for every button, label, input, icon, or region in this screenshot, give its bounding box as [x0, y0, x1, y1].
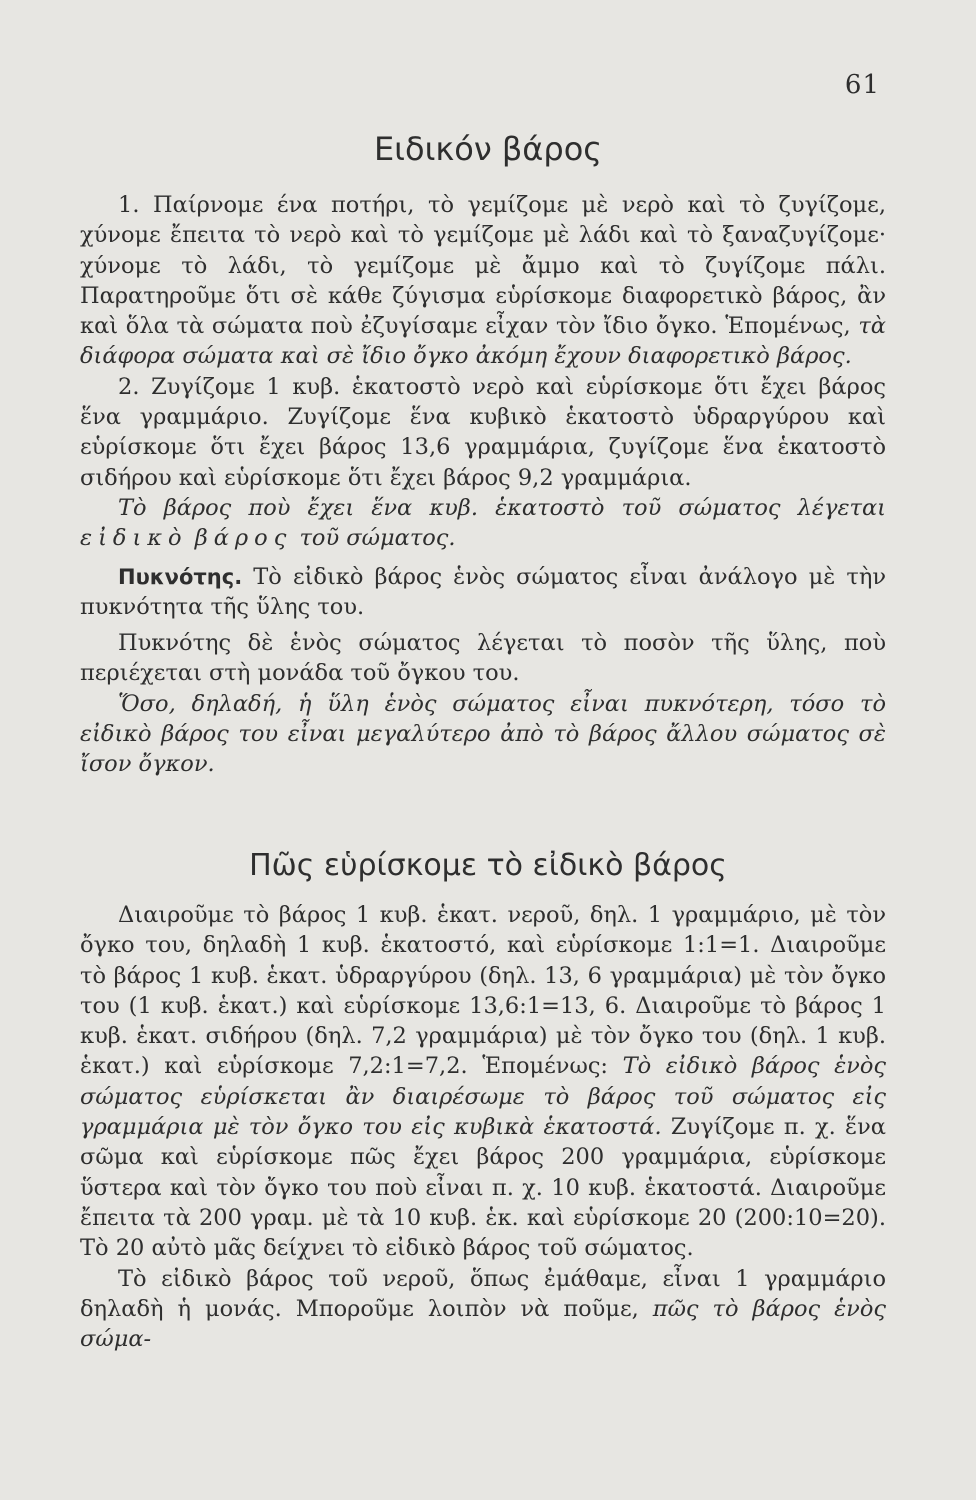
section-1-body	[80, 190, 886, 780]
method-rule: Τὸ εἰδικὸ βάρος ἑνὸς σώματος εὑρίσκεται ἂν διαιρέσωμε τὸ βάρος τοῦ σώματος εἰς γραμμάρια μὲ τὸν ὄγκο του εἰς κυβικὰ ἑκατοστά.	[80, 1053, 886, 1141]
water-text: Τὸ εἰδικὸ βάρος τοῦ νεροῦ, ὅπως ἐμάθαμε, εἶναι 1 γραμμάριο δηλαδὴ ἡ μονάς. Μποροῦμε λοιπὸν νὰ ποῦμε,	[80, 1265, 886, 1322]
paragraph-method	[80, 900, 886, 1264]
method-example: Ζυγίζομε π. χ. ἕνα σῶμα καὶ εὑρίσκομε πῶς ἔχει βάρος 200 γραμμάρια, εὑρίσκομε ὕστερα καὶ τὸν ὄγκο του ποὺ εἶναι π. χ. 10 κυβ. ἑκατοστά. Διαιροῦμε ἔπειτα τὰ 200 γραμ. μὲ τὰ 10 κυβ. ἑκ. καὶ εὑρίσκομε 20 (200:10=20). Τὸ 20 αὐτὸ μᾶς δείχνει τὸ εἰδικὸ βάρος τοῦ σώματος.	[80, 1114, 886, 1262]
definition-term-2: βάρος	[194, 525, 293, 552]
paragraph-2-text: 2. Ζυγίζομε 1 κυβ. ἑκατοστὸ νερὸ καὶ εὑρίσκομε ὅτι ἔχει βάρος ἕνα γραμμάριο. Ζυγίζομε ἕνα κυβικὸ ἑκατοστὸ ὑδραργύρου καὶ εὑρίσκομε ὅτι ἔχει βάρος 13,6 γραμμάρια, ζυγίζομε ἕνα ἑκατοστὸ σιδήρου καὶ εὑρίσκομε ὅτι ἔχει βάρος 9,2 γραμμάρια.	[80, 373, 886, 491]
density-definition-text: Πυκνότης δὲ ἑνὸς σώματος λέγεται τὸ ποσὸν τῆς ὕλης, ποὺ περιέχεται στὴ μονάδα τοῦ ὄγκου του.	[80, 630, 886, 687]
paragraph-2	[80, 372, 886, 493]
definition-term-1: εἰδικὸ	[80, 525, 188, 552]
density-term: Πυκνότης.	[118, 564, 243, 589]
definition-specific-weight	[80, 493, 886, 554]
density-conclusion-text: Ὅσο, δηλαδή, ἡ ὕλη ἑνὸς σώματος εἶναι πυκνότερη, τόσο τὸ εἰδικὸ βάρος του εἶναι μεγαλύτερο ἀπὸ τὸ βάρος ἄλλου σώματος σὲ ἴσον ὄγκον.	[80, 690, 886, 778]
method-text: Διαιροῦμε τὸ βάρος 1 κυβ. ἑκατ. νεροῦ, δηλ. 1 γραμμάριο, μὲ τὸν ὄγκο του, δηλαδὴ 1 κυβ. ἑκατοστό, καὶ εὑρίσκομε 1:1=1. Διαιροῦμε τὸ βάρος 1 κυβ. ἑκατ. ὑδραργύρου (δηλ. 13, 6 γραμμάρια) μὲ τὸν ὄγκο του (1 κυβ. ἑκατ.) καὶ εὑρίσκομε 13,6:1=13, 6. Διαιροῦμε τὸ βάρος 1 κυβ. ἑκατ. σιδήρου (δηλ. 7,2 γραμμάρια) μὲ τὸν ὄγκο του (δηλ. 1 κυβ. ἑκατ.) καὶ εὑρίσκομε 7,2:1=7,2. Ἑπομένως:	[80, 902, 886, 1080]
density-text: Τὸ εἰδικὸ βάρος ἑνὸς σώματος εἶναι ἀνάλογο μὲ τὴν πυκνότητα τῆς ὕλης του.	[80, 563, 886, 620]
paragraph-density-conclusion	[80, 689, 886, 780]
section-2-body	[80, 900, 886, 1354]
water-italic: πῶς τὸ βάρος ἑνὸς σώμα-	[80, 1295, 886, 1353]
section-heading-specific-weight: Ειδικόν βάρος	[373, 130, 603, 168]
definition-text-b: τοῦ σώματος.	[299, 525, 456, 552]
paragraph-1-text: 1. Παίρνομε ένα ποτήρι, τὸ γεμίζομε μὲ νερὸ καὶ τὸ ζυγίζομε, χύνομε ἔπειτα τὸ νερὸ καὶ τὸ γεμίζομε μὲ λάδι καὶ τὸ ξαναζυγίζομε· χύνομε τὸ λάδι, τὸ γεμίζομε μὲ ἄμμο καὶ τὸ ζυγίζομε πάλι. Παρατηροῦμε ὅτι σὲ κάθε ζύγισμα εὑρίσκομε διαφορετικὸ βάρος, ἂν καὶ ὅλα τὰ σώματα ποὺ ἐζυγίσαμε εἶχαν τὸν ἴδιο ὄγκο. Ἑπομένως,	[80, 192, 886, 340]
paragraph-1	[80, 190, 886, 372]
definition-text-a: Τὸ βάρος ποὺ ἔχει ἕνα κυβ. ἑκατοστὸ τοῦ σώματος λέγεται	[118, 494, 886, 521]
paragraph-density	[80, 562, 886, 623]
section-heading-how-to-find: Πῶς εὑρίσκομε τὸ εἰδικὸ βάρος	[249, 848, 727, 883]
page-number: 61	[844, 70, 880, 100]
paragraph-1-conclusion: τὰ διάφορα σώματα καὶ σὲ ἴδιο ὄγκο ἀκόμη ἔχουν διαφορετικὸ βάρος.	[80, 313, 887, 370]
paragraph-water	[80, 1264, 886, 1355]
paragraph-density-definition	[80, 628, 886, 689]
